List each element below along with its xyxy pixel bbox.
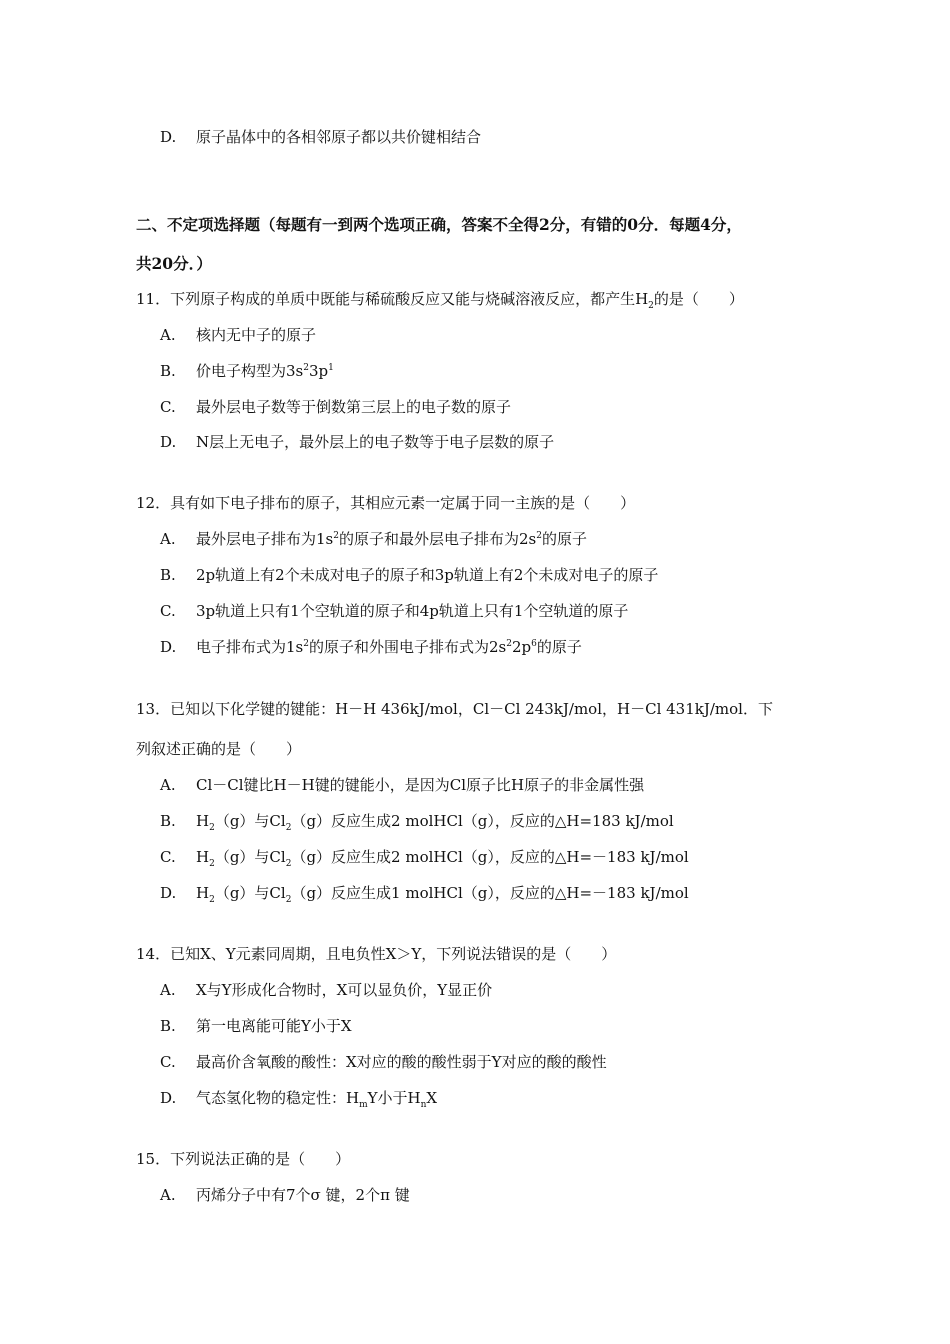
option-text: 的原子 <box>541 530 587 548</box>
option-label: D. <box>160 433 177 451</box>
option-label: A. <box>160 1186 176 1204</box>
option-label: C. <box>160 848 176 866</box>
section-header-line2: 共20分．） <box>136 254 212 273</box>
option-text: （g）反应生成2 molHCl（g），反应的△H=－183 kJ/mol <box>291 848 689 866</box>
option-text: 的原子和外围电子排布式为2s <box>308 638 507 656</box>
subscript: 2 <box>209 859 215 869</box>
option-text: X <box>426 1089 438 1107</box>
option-text: 2p轨道上有2个未成对电子的原子和3p轨道上有2个未成对电子的原子 <box>196 566 659 584</box>
option-label: C. <box>160 1053 176 1071</box>
option-text: 2p <box>511 638 532 656</box>
option-label: B. <box>160 1017 176 1035</box>
superscript: 2 <box>303 639 309 649</box>
subscript: 2 <box>285 823 292 833</box>
option-label: A. <box>160 326 176 344</box>
superscript: 1 <box>328 363 334 373</box>
option-text: （g）与Cl <box>214 848 286 866</box>
question-12-option-a <box>160 529 587 549</box>
question-13-option-b <box>160 811 674 831</box>
question-12-stem: 12．具有如下电子排布的原子，其相应元素一定属于同一主族的是（ ） <box>136 494 636 512</box>
option-text: 价电子构型为3s <box>196 362 304 380</box>
option-text: 3p <box>308 362 329 380</box>
option-text: H <box>196 812 210 830</box>
question-11-option-d <box>160 432 554 452</box>
option-text: Y小于H <box>367 1089 421 1107</box>
question-13-stem-line2: 列叙述正确的是（ ） <box>136 740 302 758</box>
section-header-line1: 二、不定项选择题（每题有一到两个选项正确，答案不全得2分，有错的0分．每题4分， <box>136 215 742 234</box>
question-15-option-a <box>160 1185 410 1205</box>
option-label: A. <box>160 776 176 794</box>
option-text: 最外层电子排布为1s <box>196 530 334 548</box>
option-d-prev <box>160 127 481 147</box>
option-text: 3p轨道上只有1个空轨道的原子和4p轨道上只有1个空轨道的原子 <box>196 602 629 620</box>
superscript: 2 <box>303 363 309 373</box>
question-12-option-d <box>160 637 582 657</box>
option-text: 第一电离能可能Y小于X <box>196 1017 352 1035</box>
question-12-option-b <box>160 565 658 585</box>
question-14-option-a <box>160 980 492 1000</box>
question-15-stem: 15．下列说法正确的是（ ） <box>136 1150 351 1168</box>
question-12-option-c <box>160 601 628 621</box>
option-label: C. <box>160 398 176 416</box>
stem-text: 的是（ ） <box>653 290 744 308</box>
option-label: D. <box>160 128 177 146</box>
option-text: 最高价含氧酸的酸性：X对应的酸的酸性弱于Y对应的酸的酸性 <box>196 1053 607 1071</box>
option-text: 气态氢化物的稳定性：H <box>196 1089 360 1107</box>
option-text: （g）反应生成2 molHCl（g），反应的△H=183 kJ/mol <box>291 812 674 830</box>
question-14-stem: 14．已知X、Y元素同周期，且电负性X＞Y，下列说法错误的是（ ） <box>136 945 617 963</box>
option-text: N层上无电子，最外层上的电子数等于电子层数的原子 <box>196 433 555 451</box>
subscript: 2 <box>209 895 215 905</box>
option-text: 核内无中子的原子 <box>196 326 317 344</box>
option-label: C. <box>160 602 176 620</box>
superscript: 2 <box>536 531 542 541</box>
subscript: m <box>359 1100 368 1110</box>
question-11-option-c <box>160 397 511 417</box>
option-text: Cl－Cl键比H－H键的键能小，是因为Cl原子比H原子的非金属性强 <box>196 776 645 794</box>
question-13-option-d <box>160 883 689 903</box>
option-text: H <box>196 848 210 866</box>
option-text: 电子排布式为1s <box>196 638 304 656</box>
option-label: B. <box>160 812 176 830</box>
subscript: 2 <box>209 823 215 833</box>
option-label: A. <box>160 530 176 548</box>
option-text: （g）与Cl <box>214 884 286 902</box>
option-label: B. <box>160 566 176 584</box>
option-text: H <box>196 884 210 902</box>
subscript: 2 <box>285 895 292 905</box>
option-text: 的原子和最外层电子排布为2s <box>338 530 537 548</box>
option-text: 原子晶体中的各相邻原子都以共价键相结合 <box>196 128 482 146</box>
superscript: 2 <box>506 639 512 649</box>
superscript: 6 <box>531 639 537 649</box>
option-label: D. <box>160 1089 177 1107</box>
question-14-option-c <box>160 1052 607 1072</box>
option-text: （g）与Cl <box>214 812 286 830</box>
option-text: 的原子 <box>536 638 582 656</box>
option-text: 最外层电子数等于倒数第三层上的电子数的原子 <box>196 398 512 416</box>
option-label: D. <box>160 884 177 902</box>
superscript: 2 <box>333 531 339 541</box>
stem-text: 11．下列原子构成的单质中既能与稀硫酸反应又能与烧碱溶液反应，都产生H <box>136 290 649 308</box>
subscript: n <box>420 1100 427 1110</box>
subscript: 2 <box>285 859 292 869</box>
option-label: D. <box>160 638 177 656</box>
option-text: X与Y形成化合物时，X可以显负价，Y显正价 <box>196 981 493 999</box>
subscript: 2 <box>648 301 654 311</box>
option-text: 丙烯分子中有7个σ 键，2个π 键 <box>196 1186 410 1204</box>
question-14-option-b <box>160 1016 352 1036</box>
question-13-option-a <box>160 775 644 795</box>
option-text: （g）反应生成1 molHCl（g），反应的△H=－183 kJ/mol <box>291 884 689 902</box>
question-11-option-b <box>160 361 334 381</box>
question-14-option-d <box>160 1088 437 1108</box>
option-label: B. <box>160 362 176 380</box>
option-label: A. <box>160 981 176 999</box>
question-11-option-a <box>160 325 316 345</box>
question-13-stem-line1: 13．已知以下化学键的键能：H－H 436kJ/mol，Cl－Cl 243kJ/mol，H－Cl 431kJ/mol．下 <box>136 700 773 718</box>
question-11-stem <box>136 289 744 309</box>
question-13-option-c <box>160 847 689 867</box>
